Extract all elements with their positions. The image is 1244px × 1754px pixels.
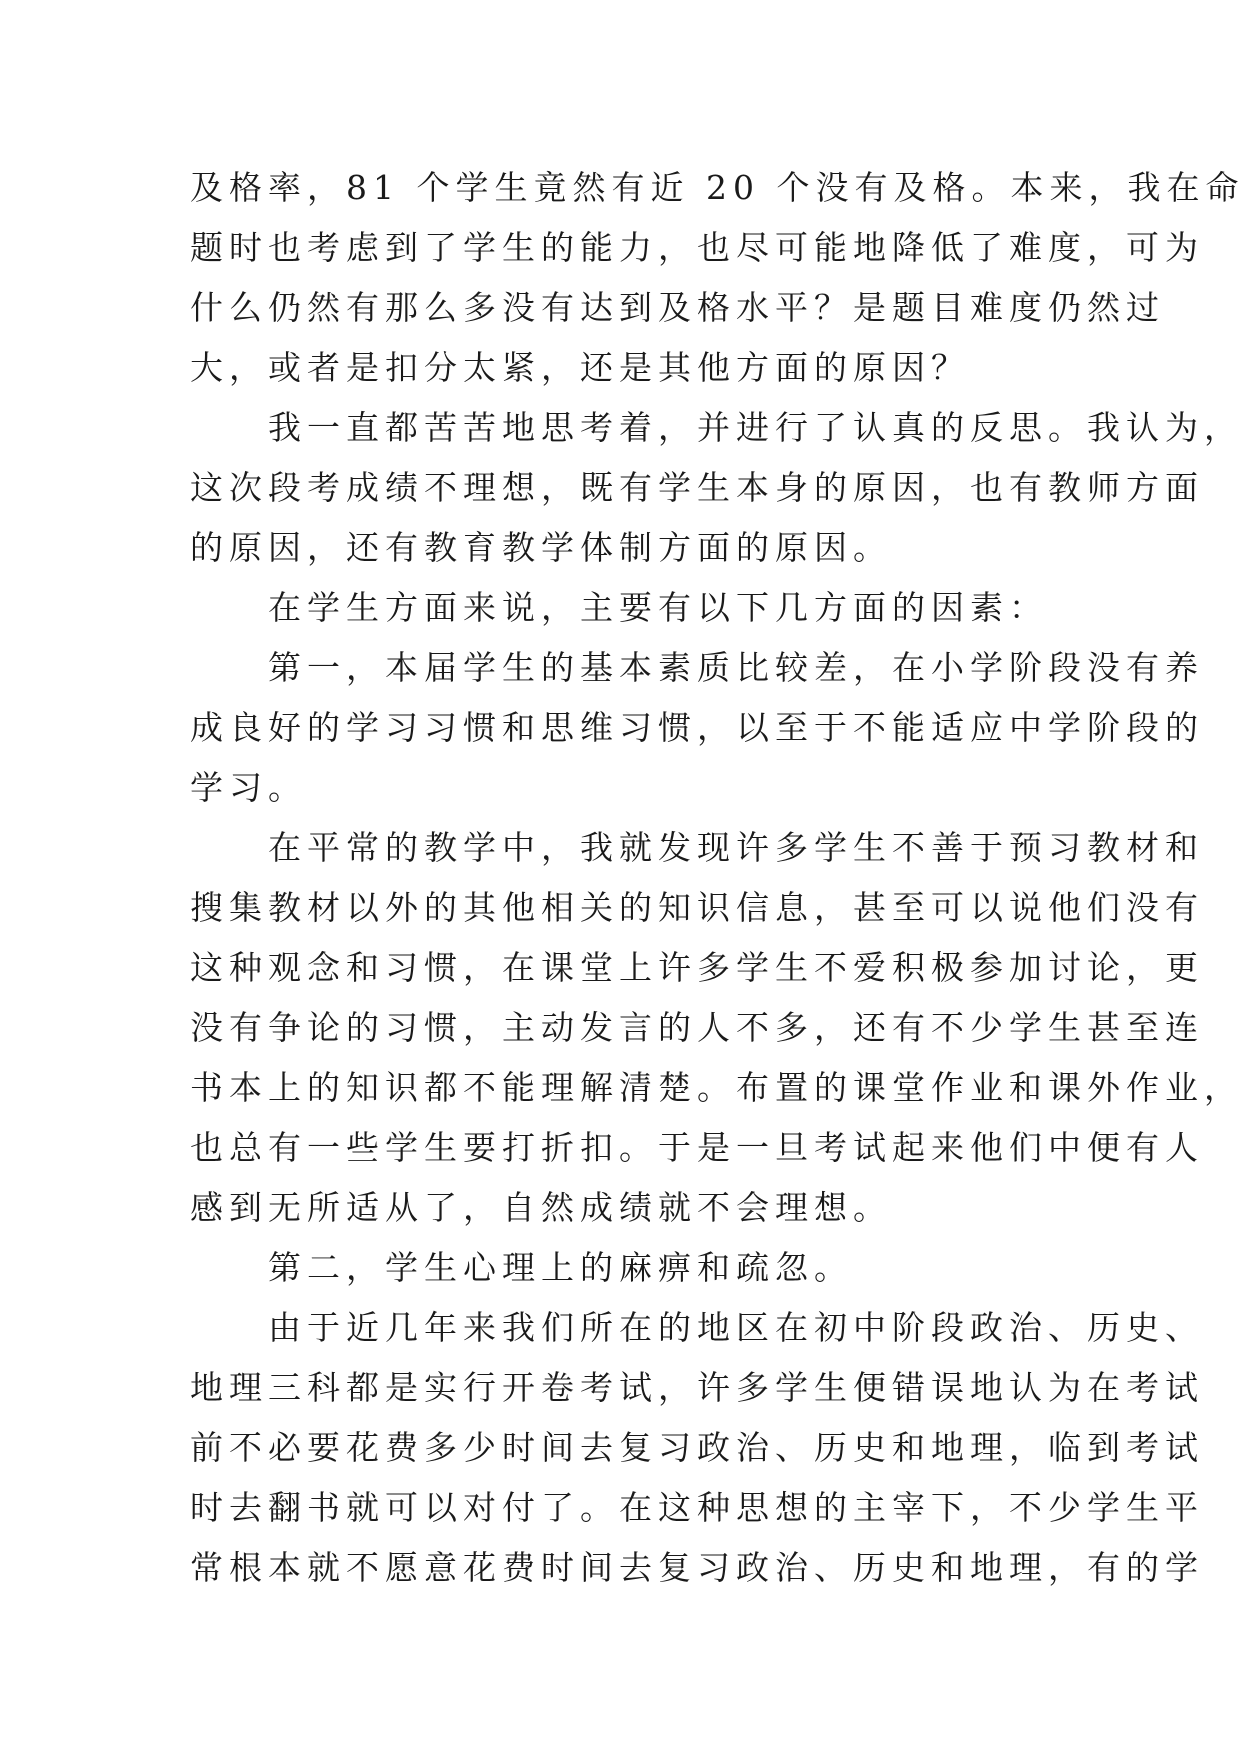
text-line: 成良好的学习习惯和思维习惯，以至于不能适应中学阶段的 (190, 708, 1204, 747)
text-line: 的原因，还有教育教学体制方面的原因。 (190, 528, 892, 567)
text-line: 常根本就不愿意花费时间去复习政治、历史和地理，有的学 (190, 1548, 1204, 1587)
text-line: 地理三科都是实行开卷考试，许多学生便错误地认为在考试 (190, 1368, 1204, 1407)
text-line: 感到无所适从了，自然成绩就不会理想。 (190, 1188, 892, 1227)
text-line: 第一，本届学生的基本素质比较差，在小学阶段没有养 (190, 648, 1204, 687)
text-line: 时去翻书就可以对付了。在这种思想的主宰下，不少学生平 (190, 1488, 1204, 1527)
text-line: 前不必要花费多少时间去复习政治、历史和地理，临到考试 (190, 1428, 1204, 1467)
text-line: 我一直都苦苦地思考着，并进行了认真的反思。我认为， (190, 408, 1243, 447)
text-line: 学习。 (190, 768, 307, 807)
text-line: 由于近几年来我们所在的地区在初中阶段政治、历史、 (190, 1308, 1204, 1347)
text-line: 题时也考虑到了学生的能力，也尽可能地降低了难度，可为 (190, 228, 1204, 267)
text-line: 没有争论的习惯，主动发言的人不多，还有不少学生甚至连 (190, 1008, 1204, 1047)
text-line: 这种观念和习惯，在课堂上许多学生不爱积极参加讨论，更 (190, 948, 1204, 987)
text-line: 搜集教材以外的其他相关的知识信息，甚至可以说他们没有 (190, 888, 1204, 927)
text-line: 也总有一些学生要打折扣。于是一旦考试起来他们中便有人 (190, 1128, 1204, 1167)
text-line: 什么仍然有那么多没有达到及格水平？是题目难度仍然过 (190, 288, 1165, 327)
text-line: 这次段考成绩不理想，既有学生本身的原因，也有教师方面 (190, 468, 1204, 507)
text-line: 在平常的教学中，我就发现许多学生不善于预习教材和 (190, 828, 1204, 867)
text-line: 书本上的知识都不能理解清楚。布置的课堂作业和课外作业， (190, 1068, 1243, 1107)
text-line: 第二，学生心理上的麻痹和疏忽。 (190, 1248, 853, 1287)
body-text (190, 158, 1244, 1598)
text-line: 在学生方面来说，主要有以下几方面的因素： (190, 588, 1048, 627)
text-line: 及格率，81 个学生竟然有近 20 个没有及格。本来，我在命 (190, 168, 1244, 207)
text-line: 大，或者是扣分太紧，还是其他方面的原因？ (190, 348, 970, 387)
